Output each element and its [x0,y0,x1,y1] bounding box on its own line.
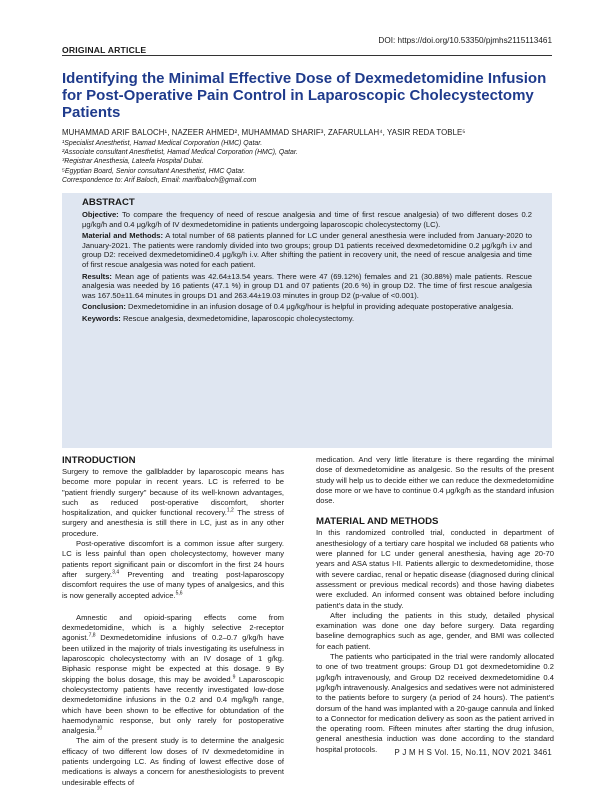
ref-1-2: 1,2 [226,507,234,514]
conclusion-label: Conclusion: [82,302,126,312]
intro-paragraph-1 [62,467,284,539]
methods-heading: MATERIAL AND METHODS [316,516,439,528]
affiliations [62,139,542,185]
ref-10: 10 [96,725,103,732]
affiliation-1: ¹Specialist Anesthetist, Hamad Medical Corporation (HMC) Qatar. [62,140,263,147]
ref-3-4: 3,4 [112,569,120,576]
affiliation-3: ³Registrar Anesthesia, Lateefa Hospital Dubai. [62,158,204,166]
methods-paragraph-3: The patients who participated in the trial were randomly allocated to one of two treatment groups: Group D1 got dexmedetomidine 0.2 μg/kg/h intravenously, and Group D2 received dexmedetomidine 0.4 μg/kg/h intravenously. Analgesics and sedatives were not administered to the patients before to surgery (a period of 24 hours). The patient's dorsum of the hand was implanted with a 20-gauge cannula and linked to a Connector for medication delivery as soon as the patient arrived in the operating room. Fifteen minutes after starting the drug infusion, general anesthesia induction was done according to the standard hospital protocols. [316,652,554,754]
journal-footer: P J M H S Vol. 15, No.11, NOV 2021 3461 [394,748,552,757]
correspondence: Correspondence to: Arif Baloch, Email: marifbaloch@gmail.com [62,176,257,184]
abstract-keywords [82,314,532,324]
methods-paragraph-1: In this randomized controlled trial, conducted in department of anesthesiology of a tertiary care hospital we included 68 patients who were planned for LC under general anesthesia, having age 20-70 years and ASA status I-II. Patients allergic to dexmedetomidine, those with severe cardiac, renal or hepatic disease (diagnosed during clinical assessment or previous medical records) and those having diabetes were excluded. An informed consent was obtained before including patient's data in the study. [316,528,554,610]
doi-link[interactable]: DOI: https://doi.org/10.53350/pjmhs2115113461 [378,36,552,45]
abstract-methods [82,231,532,269]
right-column [316,455,554,755]
intro-p3-text-b: Dexmedetomidine infusions of 0.2–0.7 g/kg/h have been utilized in the majority of trials investigating its usefulness in laparoscopic cholecystectomy with an IV dosage of 1 g/kg. Biphasic response might be expected at this dosage. 9 By skipping the bolus dosage, this may be avoided. [62,633,284,684]
methods-label: Material and Methods: [82,231,164,241]
methods-paragraph-2: After including the patients in this study, detailed physical examination was done one day before surgery. Data regarding baseline demographics such as age, gender, and BMI was collected for each patient. [316,610,554,651]
intro-p2-text: Post-operative discomfort is a common issue after surgery. LC is less painful than open cholecystectomy, however many patients report significant pain or discomfort in the first 24 hours after surgery. [62,539,284,579]
intro-p1-text: Surgery to remove the gallbladder by laparoscopic means has become more popular in recent years. LC is referred to be "patient friendly surgery" because of its well-known advantages, such as reduced post-operative discomfort, shorter hospitalization, and quicker functional recovery. [62,467,284,518]
conclusion-text: Dexmedetomidine in an infusion dosage of 0.4 μg/kg/hour is helpful in providing adequate postoperative analgesia. [125,302,514,312]
ref-9: 9 [232,674,236,681]
header-rule [62,55,552,56]
results-label: Results: [82,271,112,281]
abstract-box [62,193,552,448]
keywords-label: Keywords: [82,313,121,323]
article-type-label: ORIGINAL ARTICLE [62,45,147,55]
paper-title: Identifying the Minimal Effective Dose of Dexmedetomidine Infusion for Post-Operative Pain Control in Laparoscopic Cholecystectomy Patients [62,70,547,121]
left-column [62,455,284,788]
intro-continuation: medication. And very little literature is there regarding the minimal dose of dexmedetomidine as analgesic. So the results of the present study will help us to decide either we can reduce the dexmedetomidine dose more or we have to continue 0.4 μg/kg/h as the standard infusion dose. [316,455,554,506]
intro-paragraph-2 [62,539,284,601]
intro-p3-text-c: Laparoscopic cholecystectomy patients have recently investigated low-dose dexmedetomidine infusions in the 0.2 and 0.4 mg/kg/h range, which have been shown to be effective for obtundation of the haemodynamic response, but only rarely for postoperative analgesia. [62,674,284,736]
introduction-heading: INTRODUCTION [62,455,136,466]
results-text: Mean age of patients was 42.64±13.54 years. There were 47 (69.12%) females and 21 (30.88%) male patients. Rescue analgesia was needed by 16 patients (47.1 %) in group D1 and 07 patients (20.6 %) in group D2. The time of first rescue analgesia was 167.50±11.64 minutes in groups D1 and 263.44±19.03 minutes in group D2 (p-value of <0.001). [82,271,532,300]
author-list: MUHAMMAD ARIF BALOCH¹, NAZEER AHMED², MUHAMMAD SHARIF³, ZAFARULLAH⁴, YASIR REDA TOBLE⁵ [62,128,466,137]
abstract-conclusion [82,302,532,312]
abstract-results [82,272,532,301]
ref-7-8: 7,8 [88,632,96,639]
ref-5-6: 5,6 [175,590,183,597]
affiliation-5: ⁵Egyptian Board, Senior consultant Anesthetist, HMC Qatar. [62,167,246,175]
intro-p1-text-b: The stress of surgery and anesthesia is still there in LC, just as in any other procedure. [62,508,284,538]
objective-text: To compare the frequency of need of rescue analgesia and time of first rescue analgesia) of two different doses 0.2 μg/kg/h and 0.4 μg/kg/h of IV dexmedetomidine in patients undergoing laparoscopic cholecystectomy (LC). [82,210,532,229]
affiliation-2: ²Associate consultant Anesthetist, Hamad Medical Corporation (HMC), Qatar. [62,149,298,157]
intro-paragraph-3 [62,613,284,737]
keywords-text: Rescue analgesia, dexmedetomidine, laparoscopic cholecystectomy. [120,313,355,323]
abstract-heading: ABSTRACT [82,197,135,208]
intro-paragraph-4: The aim of the present study is to determine the analgesic efficacy of two different low doses of IV dexmedetomidine in patients undergoing LC. As finding of lowest effective dose of medications is always a concern for anesthesiologists to prevent undesirable effects of [62,736,284,787]
intro-p3-text: Amnestic and opioid-sparing effects come from dexmedetomidine, which is a highly selective 2-receptor agonist. [62,612,284,643]
objective-label: Objective: [82,210,119,219]
intro-p2-text-b: Preventing and treating post-laparoscopy discomfort requires the use of many types of analgesics, and this is now generally accepted advice. [62,569,284,600]
abstract-objective [82,210,532,229]
methods-text: A total number of 68 patients planned for LC under general anesthesia were included from January-2020 to January-2021. The patients were randomly divided into two groups; group D1 patients received dexmedetomidine 0.2 μg/kg/h i.v and group D2: received dexmedetomidine0.4 μg/kg/h i.v. After shifting the patient in recovery unit, the need of rescue analgesia and time of first rescue analgesia was noted for each patient. [82,231,532,269]
